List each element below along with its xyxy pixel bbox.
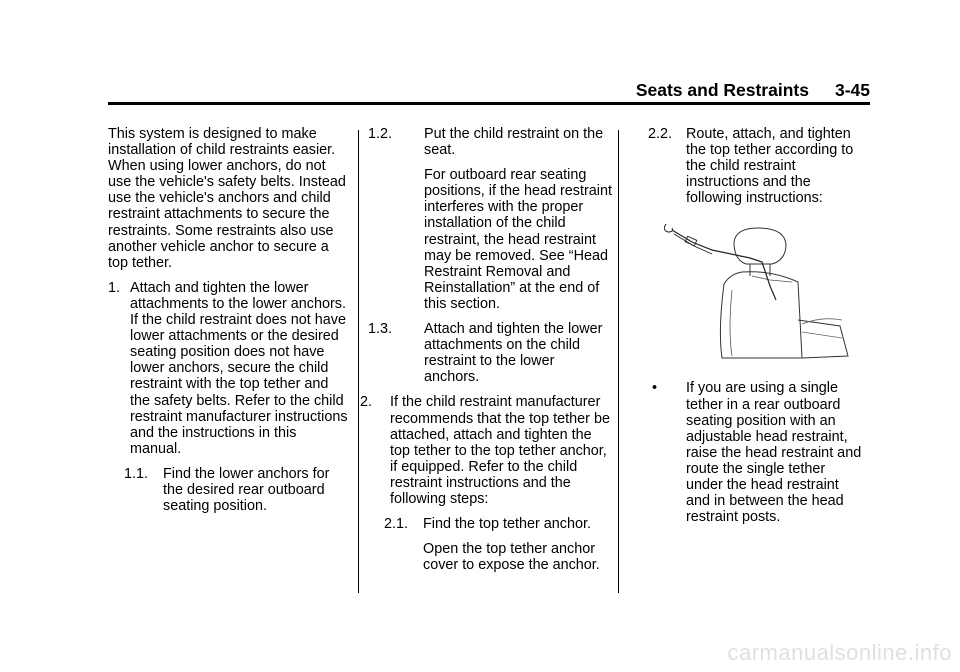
step-1-3 — [368, 321, 613, 385]
column-divider — [358, 130, 359, 593]
step-1-1 — [108, 466, 350, 514]
column-3 — [624, 126, 864, 534]
bullet-text: If you are using a single tether in a rear outboard seating position with an adjustable head restraint, raise the head restraint and route the single tether under the head restraint and in between the head restraint posts. — [686, 380, 862, 526]
step-number: 2.1. — [384, 516, 409, 533]
step-1-2-note: For outboard rear seating positions, if the head restraint interferes with the proper installation of the child restraint, the head restraint may be removed. See “Head Restraint Removal and Reinstallation” at the end of this section. — [424, 167, 612, 312]
column-1 — [108, 126, 350, 523]
step-text: If the child restraint manufacturer recommends that the top tether be attached, attach and tighten the top tether to the top tether anchor, if equipped. Refer to the child restraint instructions and the following steps: — [390, 394, 610, 507]
column-divider — [618, 130, 619, 593]
step-text: Attach and tighten the lower attachments to the lower anchors. If the child restraint does not have lower attachments or the desired seating position does not have lower anchors, secure the child restraint with the top tether and the safety belts. Refer to the child restraint manufacturer instructions and the instructions in this manual. — [130, 279, 348, 457]
watermark-logo: carmanualsonline.info — [727, 640, 952, 665]
step-2 — [360, 394, 613, 507]
step-text: Attach and tighten the lower attachments on the child restraint to the lower anchors. — [424, 321, 603, 386]
section-title: Seats and Restraints — [635, 80, 809, 100]
header-rule — [108, 102, 870, 105]
page-header — [108, 80, 870, 102]
step-1 — [108, 280, 350, 457]
step-number: 1. — [108, 279, 121, 296]
step-number: 2. — [360, 394, 373, 411]
step-number: 1.2. — [368, 126, 393, 142]
step-2-2 — [624, 126, 864, 206]
step-text: Put the child restraint on the seat. — [424, 126, 604, 159]
step-2-1 — [368, 516, 613, 532]
step-number: 1.3. — [368, 321, 393, 338]
step-text: Find the top tether anchor. — [423, 516, 592, 533]
step-1-2 — [368, 126, 613, 158]
seat-tether-illustration — [652, 220, 852, 360]
page-number: 3-45 — [834, 80, 870, 100]
step-text: Route, attach, and tighten the top tether according to the child restraint instructions and the following instructions: — [686, 126, 854, 207]
bullet-symbol: • — [652, 380, 658, 397]
column-2 — [360, 126, 613, 582]
intro-paragraph: This system is designed to make installation of child restraints easier. When using lower anchors, do not use the vehicle's safety belts. Instead use the vehicle's anchors and child restraint attachments to secure the restraints. Some restraints also use another vehicle anchor to secure a top tether. — [108, 126, 346, 271]
bullet-item — [624, 380, 864, 525]
step-text: Find the lower anchors for the desired rear outboard seating position. — [163, 465, 330, 515]
step-2-1-note: Open the top tether anchor cover to expose the anchor. — [423, 541, 600, 574]
step-number: 2.2. — [648, 126, 673, 142]
step-number: 1.1. — [124, 465, 149, 482]
